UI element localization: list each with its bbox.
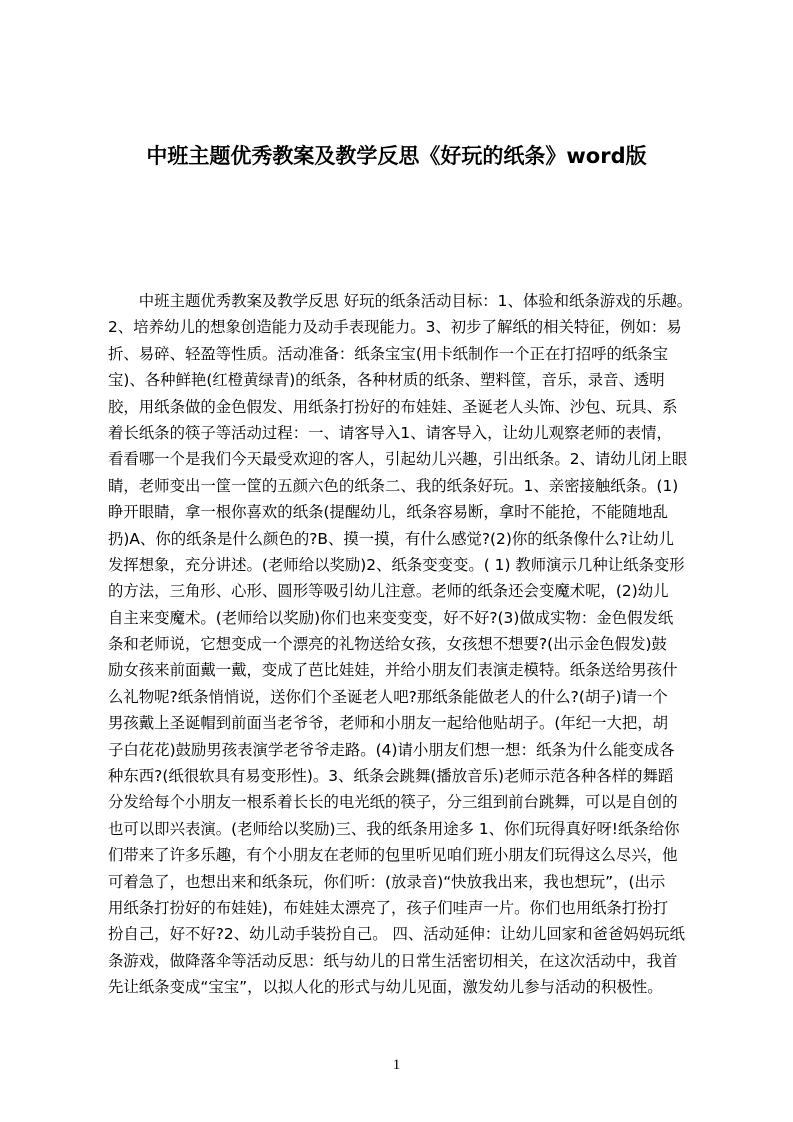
paragraph-line: 2、培养幼儿的想象创造能力及动手表现能力。3、初步了解纸的相关特征，例如：易 — [108, 318, 682, 337]
paragraph-line: 的方法，三角形、心形、圆形等吸引幼儿注意。老师的纸条还会变魔术呢，(2)幼儿 — [108, 582, 669, 601]
paragraph-line: 可着急了，也想出来和纸条玩，你们听：(放录音)“快放我出来，我也想玩”，(出示 — [108, 872, 666, 891]
page-number: 1 — [392, 1057, 401, 1073]
paragraph-line: 发挥想象，充分讲述。(老师给以奖励)2、纸条变变变。( 1) 教师演示几种让纸条变形 — [108, 555, 685, 574]
paragraph-line: 们带来了许多乐趣，有个小朋友在老师的包里听见咱们班小朋友们玩得这么尽兴，他 — [108, 846, 678, 865]
paragraph-line: 种东西?(纸很软具有易变形性)。3、纸条会跳舞(播放音乐)老师示范各种各样的舞蹈 — [108, 767, 674, 786]
paragraph-line: 扔)A、你的纸条是什么颜色的?B、摸一摸，有什么感觉?(2)你的纸条像什么?让幼儿 — [108, 529, 674, 548]
paragraph-line: 分发给每个小朋友一根系着长长的电光纸的筷子，分三组到前台跳舞，可以是自创的 — [108, 793, 678, 812]
paragraph-line: 睛，老师变出一筐一筐的五颜六色的纸条二、我的纸条好玩。1、亲密接触纸条。(1) — [108, 476, 679, 495]
paragraph-line: 用纸条打扮好的布娃娃)，布娃娃太漂亮了，孩子们哇声一片。你们也用纸条打扮打 — [108, 898, 669, 917]
paragraph-line: 看看哪一个是我们今天最受欢迎的客人，引起幼儿兴趣，引出纸条。2、请幼儿闭上眼 — [108, 450, 688, 469]
paragraph-line: 子白花花)鼓励男孩表演学老爷爷走路。(4)请小朋友们想一想：纸条为什么能变成各 — [108, 740, 675, 759]
paragraph-line: 扮自己，好不好?2、幼儿动手装扮自己。 四、活动延伸：让幼儿回家和爸爸妈妈玩纸 — [108, 925, 685, 944]
paragraph-line: 励女孩来前面戴一戴，变成了芭比娃娃，并给小朋友们表演走模特。纸条送给男孩什 — [108, 661, 678, 680]
paragraph-line: 先让纸条变成“宝宝”，以拟人化的形式与幼儿见面，激发幼儿参与活动的积极性。 — [108, 978, 663, 997]
paragraph-line: 条和老师说，它想变成一个漂亮的礼物送给女孩，女孩想不想要?(出示金色假发)鼓 — [108, 635, 667, 654]
paragraph-line: 睁开眼睛，拿一根你喜欢的纸条(提醒幼儿，纸条容易断，拿时不能抢，不能随地乱 — [108, 503, 669, 522]
paragraph-line: 胶，用纸条做的金色假发、用纸条打扮好的布娃娃、圣诞老人头饰、沙包、玩具、系 — [108, 397, 678, 416]
paragraph-line: 宝)、各种鲜艳(红橙黄绿青)的纸条，各种材质的纸条、塑料筐，音乐，录音、透明 — [108, 371, 665, 390]
paragraph-line: 着长纸条的筷子等活动过程：一、请客导入1、请客导入，让幼儿观察老师的表情， — [108, 423, 672, 442]
body-paragraph — [108, 288, 708, 1001]
paragraph-line: 男孩戴上圣诞帽到前面当老爷爷，老师和小朋友一起给他贴胡子。(年纪一大把，胡 — [108, 714, 669, 733]
page-title: 中班主题优秀教案及教学反思《好玩的纸条》word版 — [146, 144, 647, 168]
paragraph-line: 么礼物呢?纸条悄悄说，送你们个圣诞老人吧?那纸条能做老人的什么?(胡子)请一个 — [108, 687, 668, 706]
paragraph-line: 折、易碎、轻盈等性质。活动准备：纸条宝宝(用卡纸制作一个正在打招呼的纸条宝 — [108, 344, 669, 363]
paragraph-line: 中班主题优秀教案及教学反思 好玩的纸条活动目标：1、体验和纸条游戏的乐趣。 — [108, 292, 693, 310]
paragraph-line: 也可以即兴表演。(老师给以奖励)三、我的纸条用途多 1、你们玩得真好呀!纸条给你 — [108, 819, 680, 838]
paragraph-line: 条游戏，做降落伞等活动反思：纸与幼儿的日常生活密切相关，在这次活动中，我首 — [108, 951, 678, 970]
paragraph-line: 自主来变魔术。(老师给以奖励)你们也来变变变，好不好?(3)做成实物：金色假发纸 — [108, 608, 674, 627]
